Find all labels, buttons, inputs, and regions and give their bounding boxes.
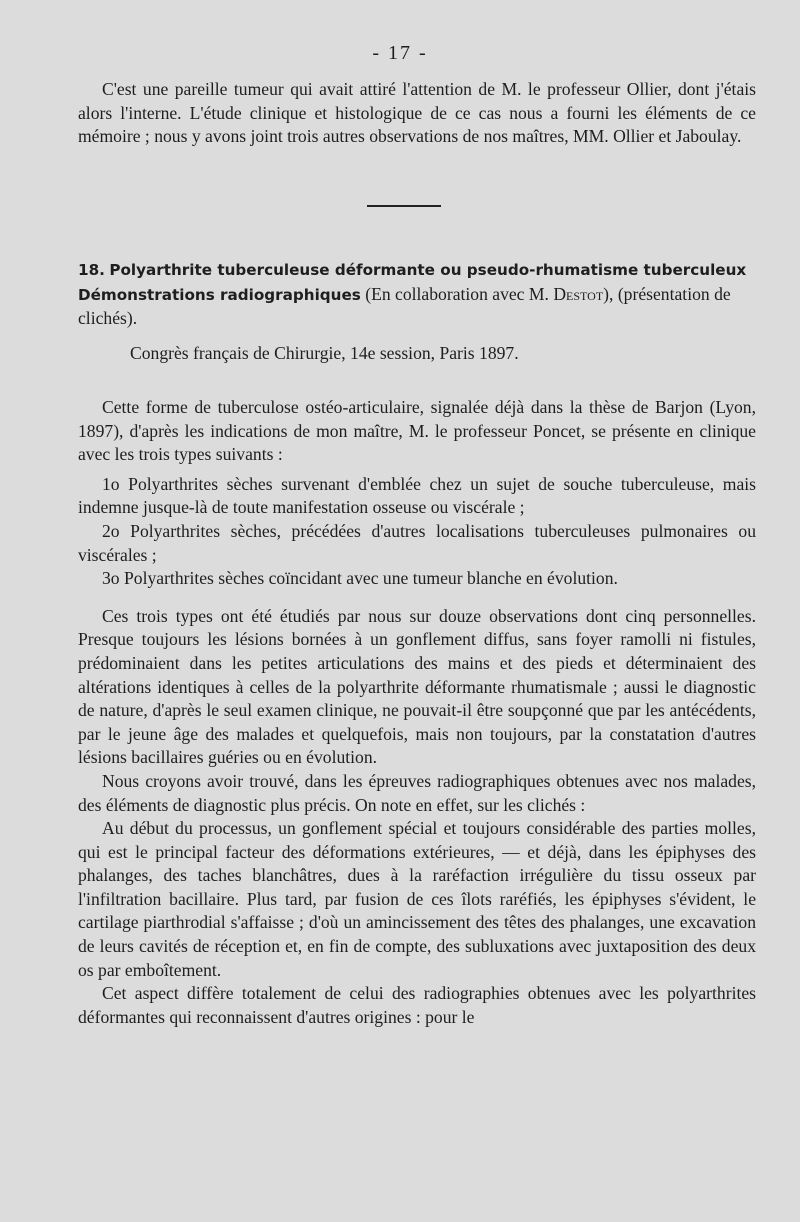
list-item-2: 2o Polyarthrites sèches, précédées d'autres localisations tuberculeuses pulmonaires ou viscérales ; bbox=[78, 520, 756, 565]
paragraph-1: Cette forme de tuberculose ostéo-articulaire, signalée déjà dans la thèse de Barjon (Lyon, 1897), d'après les indications de mon maître, M. le professeur Poncet, se présente en clinique avec les trois types suivants : bbox=[78, 397, 756, 465]
intro-text: C'est une pareille tumeur qui avait attiré l'attention de M. le professeur Ollier, dont j'étais alors l'interne. L'étude clinique et histologique de ce cas nous a fourni les éléments de ce mémoire ; nous y avons joint trois autres observations de nos maîtres, MM. Ollier et Jaboulay. bbox=[78, 79, 756, 147]
paragraph-2: Ces trois types ont été étudiés par nous sur douze observations dont cinq personnelles. Presque toujours les lésions bornées à un gonflement diffus, sans foyer ramolli ni fistules, prédominaient dans les petites articulations des mains et des pieds et déterminaient des altérations identiques à celles de la polyarthrite déformante rhumatismale ; aussi le diagnostic de nature, d'après le seul examen clinique, ne pouvait-il être soupçonné que par les antécédents, par le jeune âge des malades et quelquefois, mais non toujours, par la constatation d'autres lésions bacillaires guéries ou en évolution. bbox=[78, 605, 756, 768]
section-heading-text bbox=[78, 258, 756, 331]
section-heading bbox=[78, 258, 756, 331]
paragraph-5: Cet aspect diffère totalement de celui des radiographies obtenues avec les polyarthrites déformantes qui reconnaissent d'autres origines : pour le bbox=[78, 983, 756, 1027]
section-divider bbox=[367, 205, 441, 207]
section-number: 18. bbox=[78, 261, 105, 279]
section-title: Polyarthrite tuberculeuse déformante ou pseudo-rhumatisme tuberculeux Démonstrations radiographiques bbox=[78, 261, 747, 304]
list-item-1: 1o Polyarthrites sèches survenant d'emblée chez un sujet de souche tuberculeuse, mais indemne jusque-là de toute manifestation osseuse ou viscérale ; bbox=[78, 473, 756, 518]
list-item-3: 3o Polyarthrites sèches coïncidant avec une tumeur blanche en évolution. bbox=[102, 568, 618, 589]
intro-paragraph bbox=[78, 78, 756, 149]
main-body bbox=[78, 396, 756, 1029]
section-subtitle-after: ), (présentation de clichés). bbox=[78, 283, 731, 329]
congress-citation: Congrès français de Chirurgie, 14e session, Paris 1897. bbox=[130, 343, 519, 363]
paragraph-4: Au début du processus, un gonflement spécial et toujours considérable des parties molles, qui est le principal facteur des déformations extérieures, — et déjà, dans les épiphyses des phalanges, des taches blanchâtres, dues à la raréfaction irrégulière du tissu osseux par l'infiltration bacillaire. Plus tard, par fusion de ces îlots raréfiés, les épiphyses s'évident, le cartilage piarthrodial s'affaisse ; d'où un amincissement des têtes des phalanges, une excavation de leurs cavités de réception et, en fin de compte, des subluxations avec juxtaposition des deux os par emboîtement. bbox=[78, 818, 756, 980]
section-subtitle-before: (En collaboration avec M. bbox=[365, 283, 549, 304]
page-number: - 17 - bbox=[372, 42, 428, 64]
collaborator-name: Destot bbox=[553, 283, 604, 304]
paragraph-3: Nous croyons avoir trouvé, dans les épreuves radiographiques obtenues avec nos malades, des éléments de diagnostic plus précis. On note en effet, sur les clichés : bbox=[78, 770, 756, 815]
